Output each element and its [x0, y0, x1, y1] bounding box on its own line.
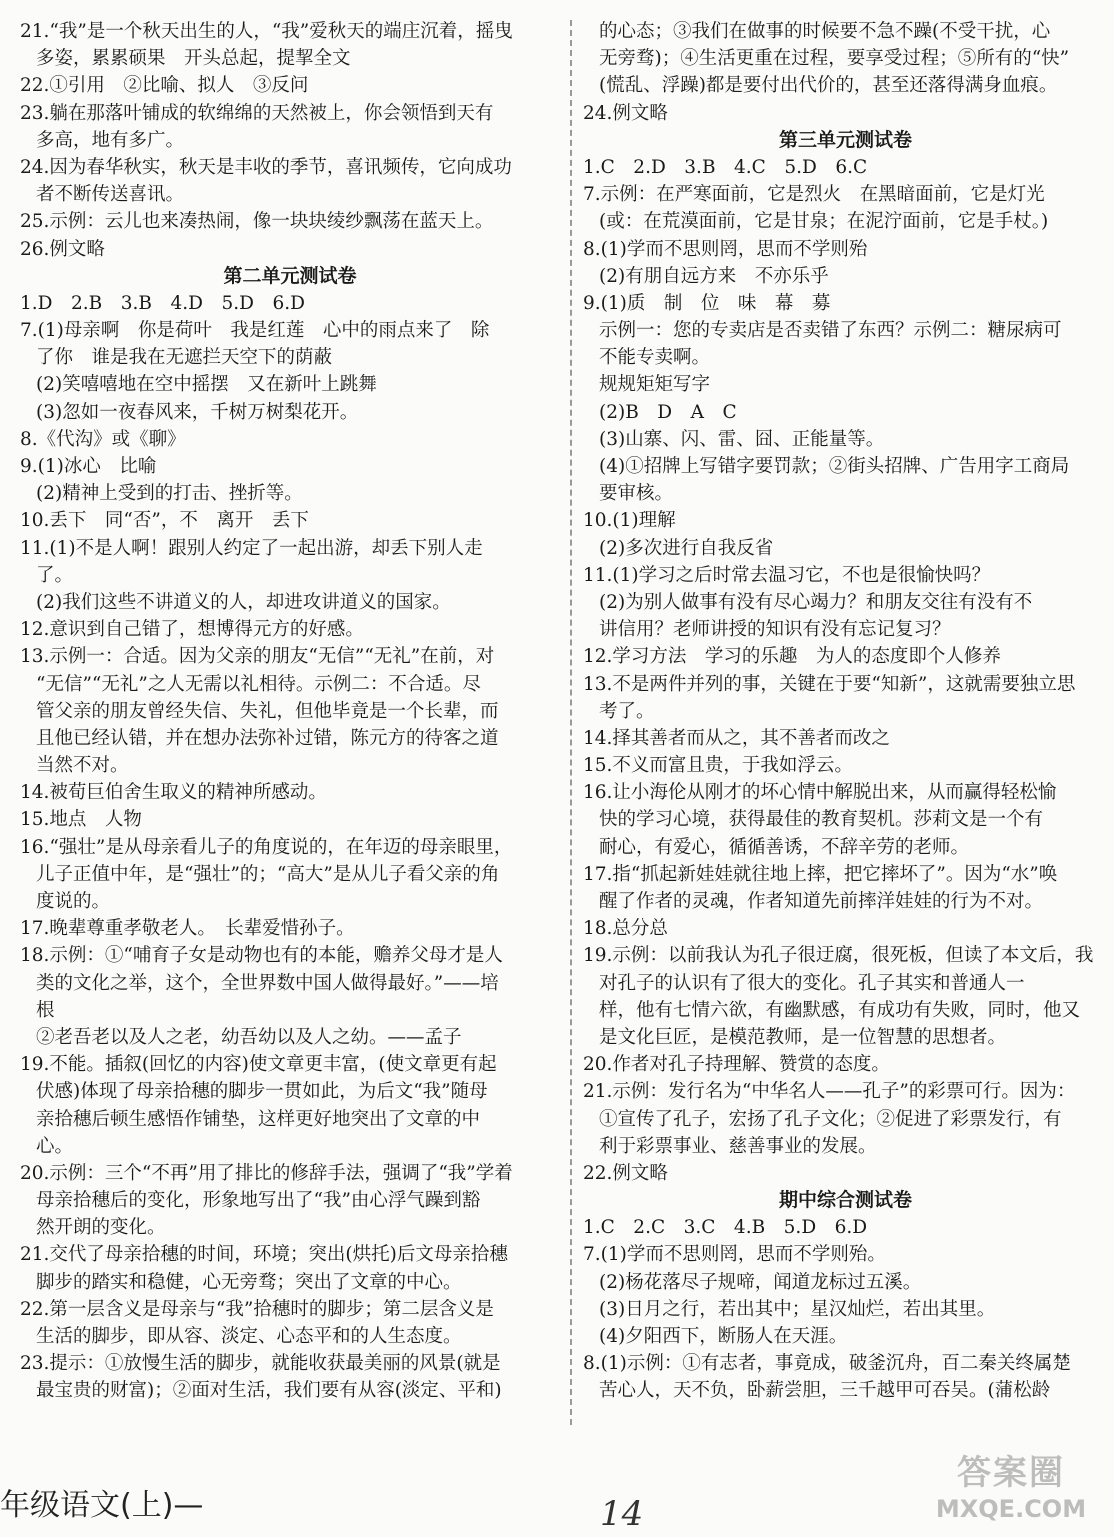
answer-line: 7.示例：在严寒面前，它是烈火 在黑暗面前，它是灯光 — [583, 184, 1045, 206]
answer-line: (4)夕阳西下，断肠人在天涯。 — [599, 1326, 848, 1347]
answer-line: “无信”“无礼”之人无需以礼相待。示例二：不合适。尽 — [36, 673, 481, 695]
answer-line: 心。 — [36, 1135, 74, 1157]
footer-label: 年级语文(上)— — [0, 1488, 204, 1523]
answer-line: 20.作者对孔子持理解、赞赏的态度。 — [583, 1054, 890, 1076]
answer-line: 21.示例：发行名为“中华名人——孔子”的彩票可行。因为： — [583, 1081, 1076, 1103]
answer-line: 耐心，有爱心，循循善诱，不辞辛劳的老师。 — [599, 836, 970, 858]
answer-line: 儿子正值中年，是“强壮”的；“高大”是从儿子看父亲的角 — [36, 863, 500, 885]
answer-line: (或：在荒漠面前，它是甘泉；在泥泞面前，它是手杖。) — [599, 211, 1049, 233]
answer-line: (慌乱、浮躁)都是要付出代价的，甚至还落得满身血痕。 — [599, 75, 1058, 97]
answer-line: 7.(1)学而不思则罔，思而不学则殆。 — [583, 1244, 886, 1266]
watermark-text: 答案圈 — [957, 1453, 1065, 1493]
answer-line: 是文化巨匠，是模范教师，是一位智慧的思想者。 — [599, 1026, 1007, 1048]
answer-line: 讲信用？老师讲授的知识有没有忘记复习？ — [599, 619, 951, 641]
answer-line: 无旁骛)；④生活更重在过程，要享受过程；⑤所有的“快” — [599, 48, 1070, 70]
answer-line: 苦心人，天不负，卧薪尝胆，三千越甲可吞吴。(蒲松龄 — [599, 1380, 1051, 1402]
answer-line: 22.第一层含义是母亲与“我”拾穗时的脚步；第二层含义是 — [20, 1298, 494, 1320]
answer-line: (2)多次进行自我反省 — [599, 537, 774, 559]
answer-line: 18.示例：①“哺育子女是动物也有的本能，赡养父母才是人 — [20, 945, 503, 967]
answer-line: 快的学习心境，获得最佳的教育契机。莎莉文是一个有 — [599, 809, 1044, 831]
answer-line: ①宣传了孔子，宏扬了孔子文化；②促进了彩票发行，有 — [599, 1108, 1062, 1130]
answer-line: 者不断传送喜讯。 — [36, 184, 185, 206]
column-divider — [570, 20, 572, 1425]
answer-line: 24.因为春华秋实，秋天是丰收的季节，喜讯频传，它向成功 — [20, 156, 512, 178]
answer-line: 生活的脚步，即从容、淡定、心态平和的人生态度。 — [36, 1326, 462, 1347]
answer-line: 17.指“抓起新娃娃就往地上摔，把它摔坏了”。因为“水”唤 — [583, 863, 1058, 885]
left-column — [20, 18, 560, 1405]
answer-line: 20.示例：三个“不再”用了排比的修辞手法，强调了“我”学着 — [20, 1162, 513, 1184]
answer-line: 12.意识到自己错了，想博得元方的好感。 — [20, 619, 364, 641]
page-number: 14 — [600, 1494, 644, 1534]
answer-line: 15.不义而富且贵，于我如浮云。 — [583, 755, 853, 777]
right-column — [583, 18, 1108, 1405]
answer-line: 9.(1)冰心 比喻 — [20, 456, 157, 477]
answer-line: (2)笑嘻嘻地在空中摇摆 又在新叶上跳舞 — [36, 374, 377, 396]
answer-line: 母亲拾穗后的变化，形象地写出了“我”由心浮气躁到豁 — [36, 1190, 481, 1212]
answer-line: (2)为别人做事有没有尽心竭力？和朋友交往有没有不 — [599, 591, 1033, 613]
answer-line: 23.躺在那落叶铺成的软绵绵的天然被上，你会领悟到天有 — [20, 102, 494, 124]
answer-line: (4)①招牌上写错字要罚款；②街头招牌、广告用字工商局 — [599, 456, 1070, 477]
answer-line: 19.不能。插叙(回忆的内容)使文章更丰富，(使文章更有起 — [20, 1054, 497, 1076]
answer-line: (3)山寨、闪、雷、囧、正能量等。 — [599, 428, 885, 450]
section-heading: 第二单元测试卷 — [223, 264, 357, 287]
answer-line: 22.①引用 ②比喻、拟人 ③反问 — [20, 75, 309, 97]
answer-line: 21.交代了母亲拾穗的时间，环境；突出(烘托)后文母亲拾穗 — [20, 1244, 508, 1266]
answer-line: 最宝贵的财富)；②面对生活，我们要有从容(淡定、平和) — [36, 1380, 502, 1402]
answer-line: 21.“我”是一个秋天出生的人，“我”爱秋天的端庄沉着，摇曳 — [20, 21, 513, 42]
answer-line: 14.择其善者而从之，其不善者而改之 — [583, 727, 890, 749]
answer-line: 22.例文略 — [583, 1162, 668, 1184]
answer-line: 11.(1)学习之后时常去温习它，不也是很愉快吗？ — [583, 564, 991, 586]
answer-line: 多姿，累累硕果 开头总起，提挈全文 — [36, 48, 351, 70]
answer-line: 多高，地有多广。 — [36, 129, 185, 151]
answer-line: 且他已经认错，并在想办法弥补过错，陈元方的待客之道 — [36, 727, 499, 749]
answer-line: 不能专卖啊。 — [599, 347, 711, 369]
answer-line: 13.示例一：合适。因为父亲的朋友“无信”“无礼”在前，对 — [20, 646, 495, 668]
answer-line: 类的文化之举，这个，全世界数中国人做得最好。”——培 — [36, 972, 499, 994]
answer-line: 12.学习方法 学习的乐趣 为人的态度即个人修养 — [583, 646, 1001, 668]
answer-line: 对孔子的认识有了很大的变化。孔子其实和普通人一 — [599, 972, 1025, 994]
answer-line: 样，他有七情六欲，有幽默感，有成功有失败，同时，他又 — [599, 999, 1081, 1021]
answer-line: 利于彩票事业、慈善事业的发展。 — [599, 1135, 877, 1157]
answer-line: 23.提示：①放慢生活的脚步，就能收获最美丽的风景(就是 — [20, 1353, 501, 1375]
answer-line: 26.例文略 — [20, 238, 105, 260]
answer-line: 19.示例：以前我认为孔子很迂腐，很死板，但读了本文后，我 — [583, 945, 1094, 967]
answer-line: 25.示例：云儿也来凑热闹，像一块块绫纱飘荡在蓝天上。 — [20, 211, 494, 233]
answer-line: 1.C 2.C 3.C 4.B 5.D 6.D — [583, 1217, 868, 1239]
answer-line: (2)B D A C — [599, 401, 737, 423]
answer-line: 10.丢下 同“否”，不 离开 丢下 — [20, 510, 309, 532]
watermark-url: MXQE.COM — [935, 1495, 1087, 1523]
section-heading: 期中综合测试卷 — [778, 1189, 912, 1212]
answer-line: (2)精神上受到的打击、挫折等。 — [36, 483, 303, 505]
answer-line: 示例一：您的专卖店是否卖错了东西？示例二：糖尿病可 — [599, 320, 1062, 342]
answer-line: (3)日月之行，若出其中；星汉灿烂，若出其里。 — [599, 1298, 996, 1320]
answer-line: 亲拾穗后顿生感悟作铺垫，这样更好地突出了文章的中 — [36, 1108, 481, 1130]
answer-line: (3)忽如一夜春风来，千树万树梨花开。 — [36, 401, 359, 423]
answer-line: 11.(1)不是人啊！跟别人约定了一起出游，却丢下别人走 — [20, 537, 483, 559]
answer-line: (2)我们这些不讲道义的人，却进攻讲道义的国家。 — [36, 591, 451, 613]
answer-line: 8.(1)学而不思则罔，思而不学则殆 — [583, 238, 868, 260]
answer-line: 管父亲的朋友曾经失信、失礼，但他毕竟是一个长辈，而 — [36, 700, 499, 722]
answer-line: 16.让小海伦从刚才的坏心情中解脱出来，从而赢得轻松愉 — [583, 782, 1057, 804]
answer-line: 16.“强壮”是从母亲看儿子的角度说的，在年迈的母亲眼里， — [20, 836, 513, 858]
answer-line: 然开朗的变化。 — [36, 1217, 166, 1239]
answer-line: 15.地点 人物 — [20, 809, 142, 831]
answer-line: 当然不对。 — [36, 755, 129, 777]
answer-line: 的心态；③我们在做事的时候要不急不躁(不受干扰，心 — [599, 21, 1051, 42]
section-heading: 第三单元测试卷 — [778, 128, 912, 151]
answer-line: 14.被荀巨伯舍生取义的精神所感动。 — [20, 782, 327, 804]
answer-line: 脚步的踏实和稳健，心无旁骛；突出了文章的中心。 — [36, 1271, 462, 1293]
answer-line: 13.不是两件并列的事，关键在于要“知新”，这就需要独立思 — [583, 673, 1076, 695]
answer-line: 度说的。 — [36, 891, 111, 912]
answer-line: 10.(1)理解 — [583, 510, 676, 532]
answer-line: 规规矩矩写字 — [599, 374, 711, 396]
watermark — [916, 1451, 1106, 1531]
answer-line: 17.晚辈尊重孝敬老人。 长辈爱惜孙子。 — [20, 918, 355, 940]
answer-line: ②老吾老以及人之老，幼吾幼以及人之幼。——孟子 — [36, 1026, 462, 1048]
answer-line: 8.(1)示例：①有志者，事竟成，破釜沉舟，百二秦关终属楚 — [583, 1353, 1071, 1375]
answer-line: 18.总分总 — [583, 918, 668, 940]
answer-line: 9.(1)质 制 位 味 幕 募 — [583, 292, 831, 314]
answer-line: 根 — [36, 999, 55, 1021]
answer-line: 伏感)体现了母亲拾穗的脚步一贯如此，为后文“我”随母 — [36, 1081, 488, 1103]
answer-line: 了你 谁是我在无遮拦天空下的荫蔽 — [36, 347, 333, 369]
answer-line: 考了。 — [599, 700, 655, 722]
answer-line: 1.C 2.D 3.B 4.C 5.D 6.C — [583, 156, 868, 178]
answer-line: 要审核。 — [599, 483, 674, 505]
answer-line: 8.《代沟》或《聊》 — [20, 428, 186, 450]
answer-line: 7.(1)母亲啊 你是荷叶 我是红莲 心中的雨点来了 除 — [20, 320, 490, 342]
answer-line: (2)杨花落尽子规啼，闻道龙标过五溪。 — [599, 1271, 922, 1293]
answer-line: 1.D 2.B 3.B 4.D 5.D 6.D — [20, 292, 305, 314]
answer-line: 醒了作者的灵魂，作者知道先前摔洋娃娃的行为不对。 — [599, 891, 1044, 912]
answer-line: 24.例文略 — [583, 102, 668, 124]
answer-line: 了。 — [36, 564, 74, 586]
answer-line: (2)有朋自远方来 不亦乐乎 — [599, 265, 829, 287]
